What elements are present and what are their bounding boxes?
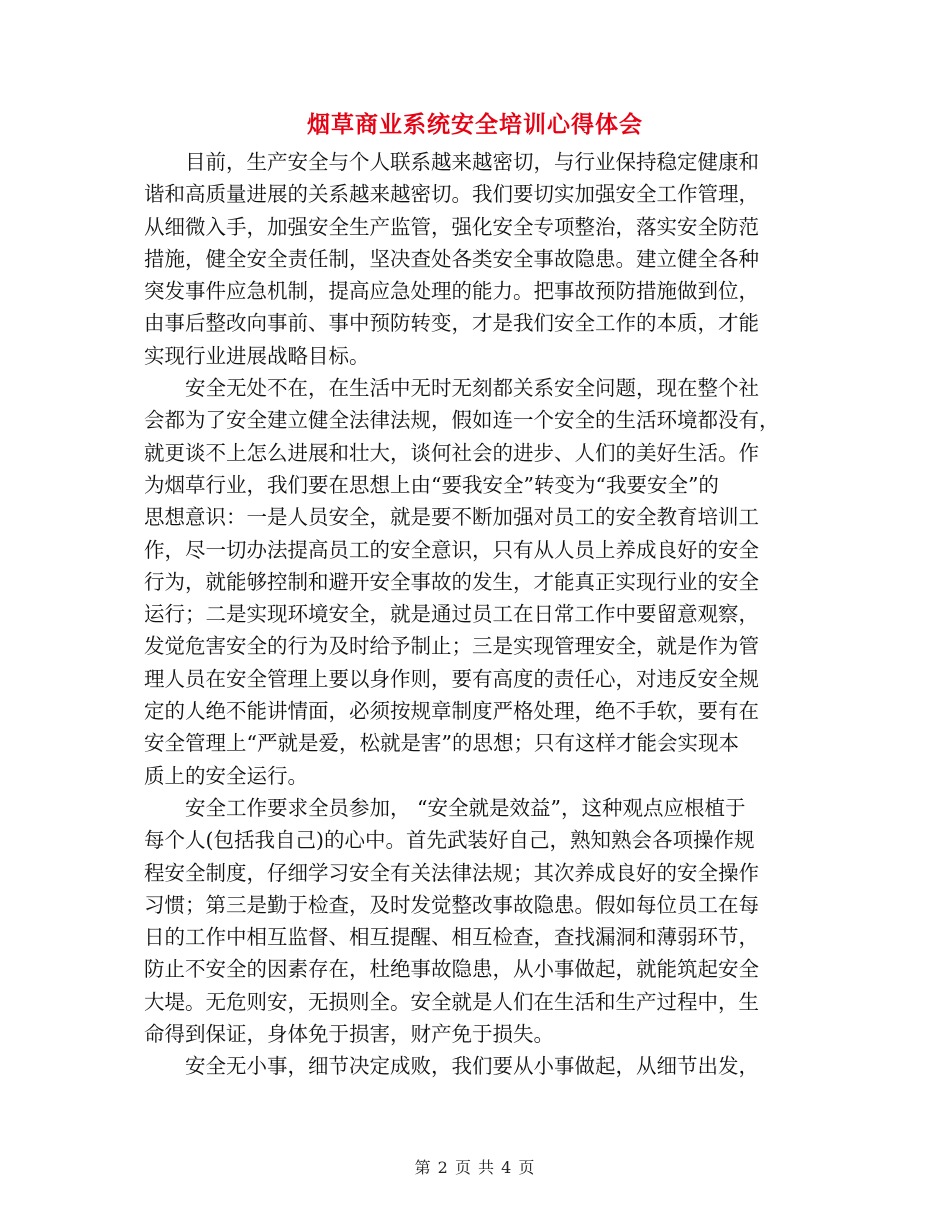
text-line: 由事后整改向事前、事中预防转变，才是我们安全工作的本质，才能	[144, 311, 759, 336]
text-line: 就更谈不上怎么进展和壮大，谈何社会的进步、人们的美好生活。作	[144, 440, 759, 465]
text-line: 习惯；第三是勤于检查，及时发觉整改事故隐患。假如每位员工在每	[144, 892, 759, 917]
paragraph	[144, 372, 810, 792]
page-footer: 第 2 页 共 4 页	[414, 1158, 536, 1177]
text-line: 措施，健全安全责任制，坚决查处各类安全事故隐患。建立健全各种	[144, 246, 759, 271]
text-line: 每个人(包括我自己)的心中。首先武装好自己，熟知熟会各项操作规	[144, 828, 755, 853]
text-line: 命得到保证，身体免于损害，财产免于损失。	[144, 1022, 554, 1047]
text-line: 安全无处不在，在生活中无时无刻都关系安全问题，现在整个社	[185, 376, 759, 401]
text-line: 突发事件应急机制，提高应急处理的能力。把事故预防措施做到位，	[144, 279, 759, 304]
text-line: 实现行业进展战略目标。	[144, 343, 370, 368]
text-line: 发觉危害安全的行为及时给予制止；三是实现管理安全，就是作为管	[144, 634, 759, 659]
text-line: 从细微入手，加强安全生产监管，强化安全专项整治，落实安全防范	[144, 214, 759, 239]
paragraph	[144, 146, 810, 372]
paragraph	[144, 792, 810, 1050]
document-body	[144, 146, 810, 1083]
text-line: 运行；二是实现环境安全，就是通过员工在日常工作中要留意观察，	[144, 602, 759, 627]
text-line: 会都为了安全建立健全法律法规，假如连一个安全的生活环境都没有，	[144, 408, 780, 433]
text-line: 大堤。无危则安，无损则全。安全就是人们在生活和生产过程中，生	[144, 989, 759, 1014]
text-line: 理人员在安全管理上要以身作则，要有高度的责任心，对违反安全规	[144, 666, 759, 691]
text-line: 安全工作要求全员参加， “安全就是效益”，这种观点应根植于	[185, 795, 746, 820]
text-line: 作，尽一切办法提高员工的安全意识，只有从人员上养成良好的安全	[144, 537, 759, 562]
text-line: 谐和高质量进展的关系越来越密切。我们要切实加强安全工作管理，	[144, 182, 759, 207]
text-line: 定的人绝不能讲情面，必须按规章制度严格处理，绝不手软，要有在	[144, 699, 759, 724]
text-line: 防止不安全的因素存在，杜绝事故隐患，从小事做起，就能筑起安全	[144, 957, 759, 982]
text-line: 目前，生产安全与个人联系越来越密切，与行业保持稳定健康和	[185, 150, 759, 174]
text-line: 日的工作中相互监督、相互提醒、相互检查，查找漏洞和薄弱环节，	[144, 925, 759, 950]
text-line: 安全管理上“严就是爱，松就是害”的思想；只有这样才能会实现本	[144, 731, 739, 756]
text-line: 行为，就能够控制和避开安全事故的发生，才能真正实现行业的安全	[144, 569, 759, 594]
text-line: 为烟草行业，我们要在思想上由“要我安全”转变为“我要安全”的	[144, 472, 719, 497]
text-line: 思想意识：一是人员安全，就是要不断加强对员工的安全教育培训工	[144, 505, 759, 530]
document-title: 烟草商业系统安全培训心得体会	[307, 111, 643, 138]
text-line: 质上的安全运行。	[144, 763, 308, 788]
text-line: 程安全制度，仔细学习安全有关法律法规；其次养成良好的安全操作	[144, 860, 759, 885]
paragraph	[144, 1050, 810, 1082]
text-line: 安全无小事，细节决定成败，我们要从小事做起，从细节出发，	[185, 1054, 759, 1079]
